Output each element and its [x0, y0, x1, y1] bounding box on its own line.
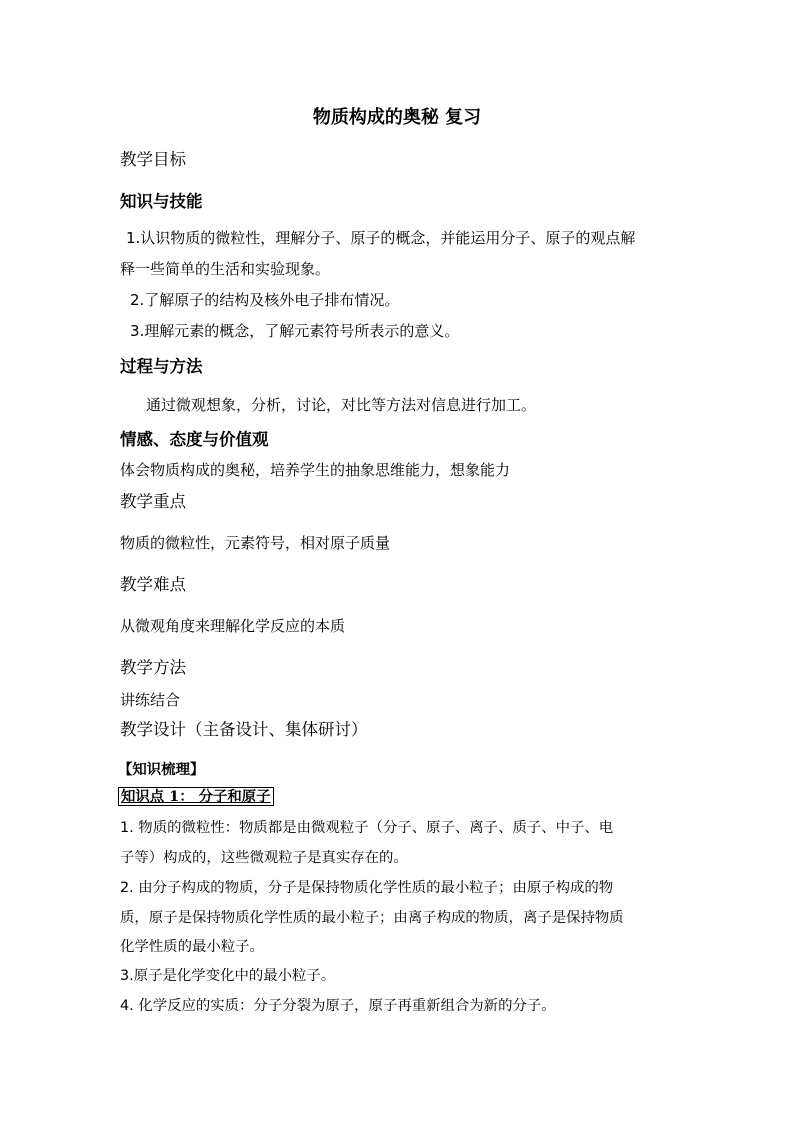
point-4-line-1: 4. 化学反应的实质：分子分裂为原子，原子再重新组合为新的分子。 [120, 998, 556, 1014]
page-title: 物质构成的奥秘 复习 [312, 107, 482, 128]
point-1-line-2: 子等）构成的，这些微观粒子是真实存在的。 [120, 850, 408, 866]
point-2-line-2: 质，原子是保持物质化学性质的最小粒子；由离子构成的物质，离子是保持物质 [120, 910, 624, 926]
point-3-line-1: 3.原子是化学变化中的最小粒子。 [120, 968, 336, 984]
section-teaching-goals: 教学目标 [120, 150, 186, 169]
subsection-emotion-values: 情感、态度与价值观 [120, 430, 269, 449]
knowledge-point-1-box [118, 787, 274, 807]
point-2-line-1: 2. 由分子构成的物质，分子是保持物质化学性质的最小粒子；由原子构成的物 [120, 880, 614, 896]
knowledge-item-2: 2.了解原子的结构及核外电子排布情况。 [130, 291, 400, 309]
subsection-knowledge-skills: 知识与技能 [120, 192, 203, 211]
section-difficult-points: 教学难点 [120, 575, 186, 594]
section-key-points: 教学重点 [120, 492, 186, 511]
emotion-text: 体会物质构成的奥秘，培养学生的抽象思维能力，想象能力 [120, 461, 511, 479]
difficult-points-text: 从微观角度来理解化学反应的本质 [120, 617, 346, 635]
knowledge-item-3: 3.理解元素的概念，了解元素符号所表示的意义。 [130, 322, 460, 340]
point-2-line-3: 化学性质的最小粒子。 [120, 939, 264, 955]
point-1-line-1: 1. 物质的微粒性：物质都是由微观粒子（分子、原子、离子、质子、中子、电 [120, 820, 614, 836]
section-methods: 教学方法 [120, 658, 186, 677]
knowledge-point-1-label: 知识点 1： 分子和原子 [118, 787, 274, 806]
process-text: 通过微观想象，分析，讨论，对比等方法对信息进行加工。 [146, 396, 537, 414]
section-design: 教学设计（主备设计、集体研讨） [120, 720, 368, 739]
subsection-process-methods: 过程与方法 [120, 357, 203, 376]
key-points-text: 物质的微粒性，元素符号，相对原子质量 [120, 534, 391, 552]
knowledge-review-heading: 【知识梳理】 [118, 761, 205, 778]
knowledge-item-1-cont: 释一些简单的生活和实验现象。 [120, 260, 331, 278]
methods-text: 讲练结合 [120, 691, 181, 709]
knowledge-item-1: 1.认识物质的微粒性，理解分子、原子的概念，并能运用分子、原子的观点解 [126, 229, 636, 247]
